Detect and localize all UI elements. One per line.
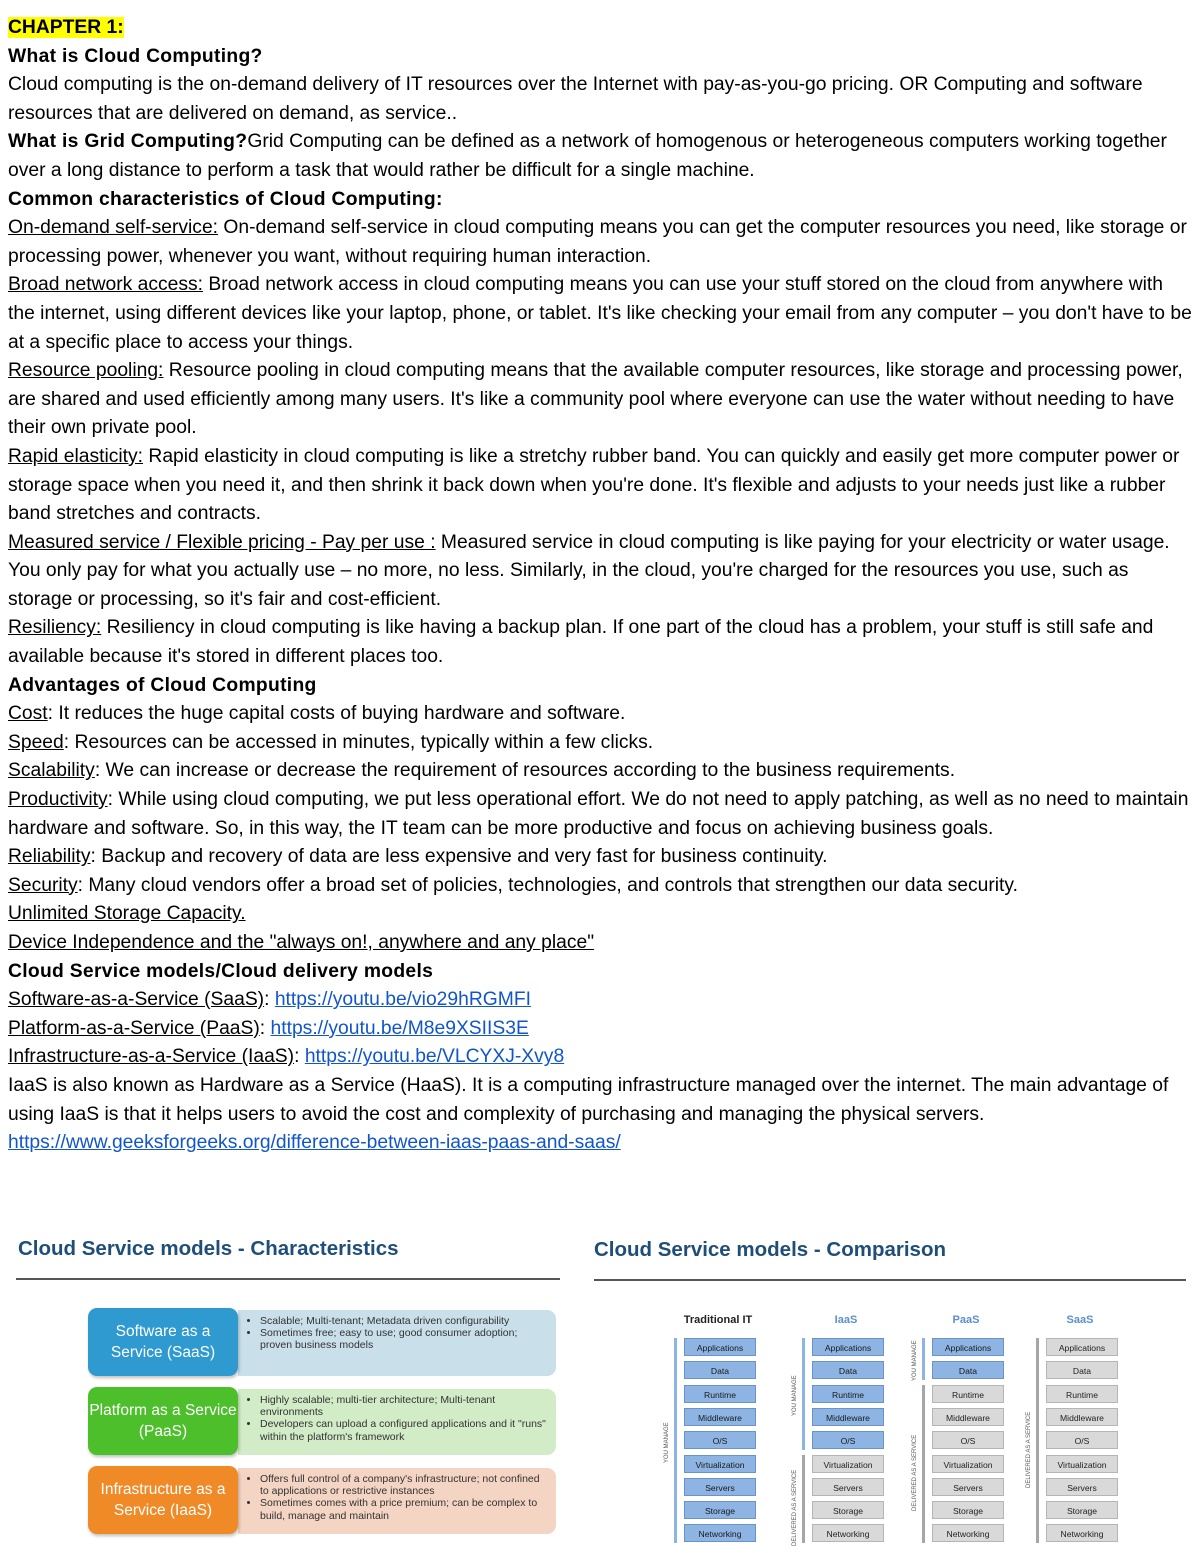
description-bullets <box>252 1394 548 1443</box>
comparison-column-title: SaaS <box>1066 1314 1094 1326</box>
model-description <box>238 1468 556 1534</box>
description-bullet: • Highly scalable; multi-tier architecture; Multi-tenant environments <box>260 1394 548 1418</box>
layer-cell: Middleware <box>1046 1408 1118 1426</box>
layer-cell: Networking <box>684 1524 756 1542</box>
advantage-term: Unlimited Storage Capacity. <box>8 903 246 925</box>
layer-cell: Data <box>932 1361 1004 1379</box>
model-video-link[interactable]: https://youtu.be/M8e9XSIIS3E <box>270 1017 529 1039</box>
layer-cell: Runtime <box>1046 1385 1118 1403</box>
advantage-text: : It reduces the huge capital costs of buying hardware and software. <box>47 703 626 725</box>
models-heading: Cloud Service models/Cloud delivery models <box>8 960 434 982</box>
model-video-link[interactable]: https://youtu.be/VLCYXJ-Xvy8 <box>304 1046 565 1068</box>
layer-cell: O/S <box>684 1431 756 1449</box>
model-item <box>8 1043 1194 1072</box>
characteristic-text: Broad network access in cloud computing means you can use your stuff stored on the cloud from anywhere with the internet, using different devices like your laptop, phone, or tablet. It's like checking your email from any computer – you don't have to be at a specific place to access your things. <box>8 274 1192 353</box>
layer-cell: Applications <box>1046 1338 1118 1356</box>
advantage-item <box>8 757 1194 786</box>
description-bullet: • Scalable; Multi-tenant; Metadata driven configurability <box>260 1315 548 1327</box>
layer-cell: Runtime <box>812 1385 884 1403</box>
layer-cell: Data <box>1046 1361 1118 1379</box>
description-bullet: • Sometimes free; easy to use; good consumer adoption; proven business models <box>260 1327 548 1351</box>
layer-cell: Applications <box>812 1338 884 1356</box>
characteristic-text: Rapid elasticity in cloud computing is like a stretchy rubber band. You can quickly and easily get more computer power or storage space when you need it, and then shrink it back down when you're done. It's flexible and adjusts to your needs just like a rubber band stretches and contracts. <box>8 445 1180 525</box>
layer-cell: Networking <box>932 1524 1004 1542</box>
layer-cell: Servers <box>684 1478 756 1496</box>
delivered-bar <box>1036 1338 1039 1543</box>
delivered-bar <box>922 1385 925 1543</box>
model-video-link[interactable]: https://youtu.be/vio29hRGMFI <box>274 989 531 1011</box>
characteristic-item <box>8 614 1194 671</box>
characteristic-text: Resource pooling in cloud computing means that the available computer resources, like storage and processing power, are shared and used efficiently among many users. It's like a community pool where everyone can use the water without needing to have their own private pool. <box>8 360 1183 439</box>
advantage-term: Productivity <box>8 789 108 811</box>
characteristic-item <box>8 443 1194 529</box>
layer-cell: O/S <box>932 1431 1004 1449</box>
service-model-box: Platform as a Service (PaaS) <box>88 1387 238 1455</box>
layer-cell: Runtime <box>932 1385 1004 1403</box>
characteristic-term: Resiliency: <box>8 617 102 639</box>
layer-cell: Applications <box>932 1338 1004 1356</box>
grid-question: What is Grid Computing? <box>8 131 248 153</box>
iaas-paragraph: IaaS is also known as Hardware as a Service (HaaS). It is a computing infrastructure managed over the internet. The main advantage of using IaaS is that it helps users to avoid the cost and complexity of purchasing and managing the physical servers. <box>8 1074 1169 1125</box>
comparison-column-title: Traditional IT <box>683 1314 753 1326</box>
advantage-item <box>8 729 1194 758</box>
service-model-box: Infrastructure as a Service (IaaS) <box>88 1466 238 1534</box>
layer-cell: Storage <box>812 1501 884 1519</box>
you-manage-label: YOU MANAGE <box>664 1422 670 1463</box>
service-model-box: Software as a Service (SaaS) <box>88 1308 238 1376</box>
model-item <box>8 1015 1194 1044</box>
cloud-definition: Cloud computing is the on-demand delivery of IT resources over the Internet with pay-as-you-go pricing. OR Computing and software resources that are delivered on demand, as service.. <box>8 74 1143 124</box>
advantage-term: Device Independence and the "always on!, anywhere and any place" <box>8 932 595 953</box>
characteristic-term: Measured service / Flexible pricing - Pay per use : <box>8 531 436 553</box>
model-label: Infrastructure-as-a-Service (IaaS) <box>8 1046 295 1068</box>
description-bullets <box>252 1315 548 1352</box>
layer-cell: Virtualization <box>932 1455 1004 1473</box>
document-body <box>8 14 1194 1158</box>
layer-cell: Data <box>812 1361 884 1379</box>
advantage-item <box>8 900 1194 929</box>
layer-cell: Middleware <box>812 1408 884 1426</box>
description-bullet: • Sometimes comes with a price premium; can be complex to build, manage and maintain <box>260 1497 548 1521</box>
characteristic-text: On-demand self-service in cloud computing means you can get the computer resources you need, like storage or processing power, whenever you want, without requiring human interaction. <box>8 217 1187 267</box>
characteristic-item <box>8 214 1194 271</box>
description-bullet: • Offers full control of a company's infrastructure; not confined to applications or restrictive instances <box>260 1473 548 1497</box>
layer-cell: Virtualization <box>1046 1455 1118 1473</box>
fig-right-title: Cloud Service models - Comparison <box>594 1238 946 1261</box>
characteristics-heading: Common characteristics of Cloud Computing: <box>8 188 443 210</box>
characteristic-item <box>8 529 1194 615</box>
delivered-label: DELIVERED AS A SERVICE <box>912 1434 918 1512</box>
description-bullets <box>252 1473 548 1522</box>
layer-cell: Servers <box>812 1478 884 1496</box>
advantage-item <box>8 786 1194 843</box>
advantage-term: Cost <box>8 703 48 725</box>
layer-cell: Storage <box>932 1501 1004 1519</box>
layer-cell: Applications <box>684 1338 756 1356</box>
advantage-item <box>8 929 1194 958</box>
chapter-heading: CHAPTER 1: <box>8 17 124 38</box>
advantage-term: Speed <box>8 731 64 753</box>
you-manage-bar <box>674 1338 677 1543</box>
model-item <box>8 986 1194 1015</box>
delivered-label: DELIVERED AS A SERVICE <box>1026 1411 1032 1488</box>
grid-definition: Grid Computing can be defined as a network of homogenous or heterogeneous computers working together over a long distance to perform a task that would rather be difficult for a single machine. <box>8 131 1167 181</box>
fig-right-rule <box>594 1279 1186 1281</box>
model-label: Software-as-a-Service (SaaS) <box>8 989 265 1011</box>
advantages-heading: Advantages of Cloud Computing <box>8 674 317 696</box>
advantage-text: : We can increase or decrease the requirement of resources according to the business requirements. <box>94 760 956 782</box>
layer-cell: Servers <box>932 1478 1004 1496</box>
layer-cell: Storage <box>1046 1501 1118 1519</box>
characteristic-text: Resiliency in cloud computing is like having a backup plan. If one part of the cloud has a problem, your stuff is still safe and available because it's stored in different places too. <box>8 617 1154 668</box>
characteristic-term: On-demand self-service: <box>8 217 219 239</box>
advantage-term: Reliability <box>8 846 91 868</box>
gfg-link[interactable]: https://www.geeksforgeeks.org/difference-between-iaas-paas-and-saas/ <box>8 1132 621 1154</box>
advantage-text: : While using cloud computing, we put less operational effort. We do not need to apply patching, as well as no need to maintain hardware and software. So, in this way, the IT team can be more productive and focus on achieving business goals. <box>8 789 1189 839</box>
characteristics-list <box>8 214 1194 672</box>
you-manage-label: YOU MANAGE <box>912 1340 918 1382</box>
layer-cell: Runtime <box>684 1385 756 1403</box>
delivered-bar <box>802 1455 805 1543</box>
advantage-text: : Resources can be accessed in minutes, typically within a few clicks. <box>63 731 654 753</box>
comparison-column-title: PaaS <box>952 1314 980 1326</box>
description-bullet: • Developers can upload a configured applications and it "runs" within the platform's framework <box>260 1418 548 1442</box>
grid-paragraph <box>8 128 1194 185</box>
models-list <box>8 986 1194 1072</box>
fig-left-title: Cloud Service models - Characteristics <box>18 1237 399 1260</box>
layer-cell: Servers <box>1046 1478 1118 1496</box>
advantage-term: Security <box>8 874 78 896</box>
layer-cell: Middleware <box>684 1408 756 1426</box>
characteristic-text: Measured service in cloud computing is like paying for your electricity or water usage. You only pay for what you actually use – no more, no less. Similarly, in the cloud, you're charged for the resources you use, such as storage or processing, so it's fair and cost-efficient. <box>8 531 1170 610</box>
characteristic-term: Resource pooling: <box>8 360 164 382</box>
layer-cell: O/S <box>1046 1431 1118 1449</box>
model-label: Platform-as-a-Service (PaaS) <box>8 1017 260 1039</box>
advantage-term: Scalability <box>8 760 95 782</box>
delivered-label: DELIVERED AS A SERVICE <box>792 1469 798 1547</box>
you-manage-label: YOU MANAGE <box>792 1375 798 1417</box>
model-description <box>238 1310 556 1376</box>
layer-cell: Middleware <box>932 1408 1004 1426</box>
fig-left-rule <box>16 1278 560 1280</box>
layer-cell: Virtualization <box>812 1455 884 1473</box>
advantage-text: : Many cloud vendors offer a broad set of policies, technologies, and controls that strengthen our data security. <box>77 874 1018 896</box>
layer-cell: Networking <box>1046 1524 1118 1542</box>
characteristic-term: Broad network access: <box>8 274 204 296</box>
layer-cell: Virtualization <box>684 1455 756 1473</box>
cloud-question: What is Cloud Computing? <box>8 45 263 67</box>
layer-cell: Storage <box>684 1501 756 1519</box>
advantage-item <box>8 843 1194 872</box>
layer-cell: O/S <box>812 1431 884 1449</box>
you-manage-bar <box>802 1338 805 1450</box>
advantage-item <box>8 872 1194 901</box>
advantages-list <box>8 700 1194 957</box>
you-manage-bar <box>922 1338 925 1380</box>
model-sep: : <box>264 989 275 1011</box>
model-sep: : <box>259 1017 271 1039</box>
characteristic-term: Rapid elasticity: <box>8 445 144 467</box>
characteristic-item <box>8 357 1194 443</box>
characteristic-item <box>8 271 1194 357</box>
model-sep: : <box>294 1046 305 1068</box>
advantage-item <box>8 700 1194 729</box>
advantage-text: : Backup and recovery of data are less expensive and very fast for business continuity. <box>90 846 828 868</box>
model-description <box>238 1389 556 1455</box>
comparison-column-title: IaaS <box>834 1314 858 1326</box>
layer-cell: Data <box>684 1361 756 1379</box>
layer-cell: Networking <box>812 1524 884 1542</box>
